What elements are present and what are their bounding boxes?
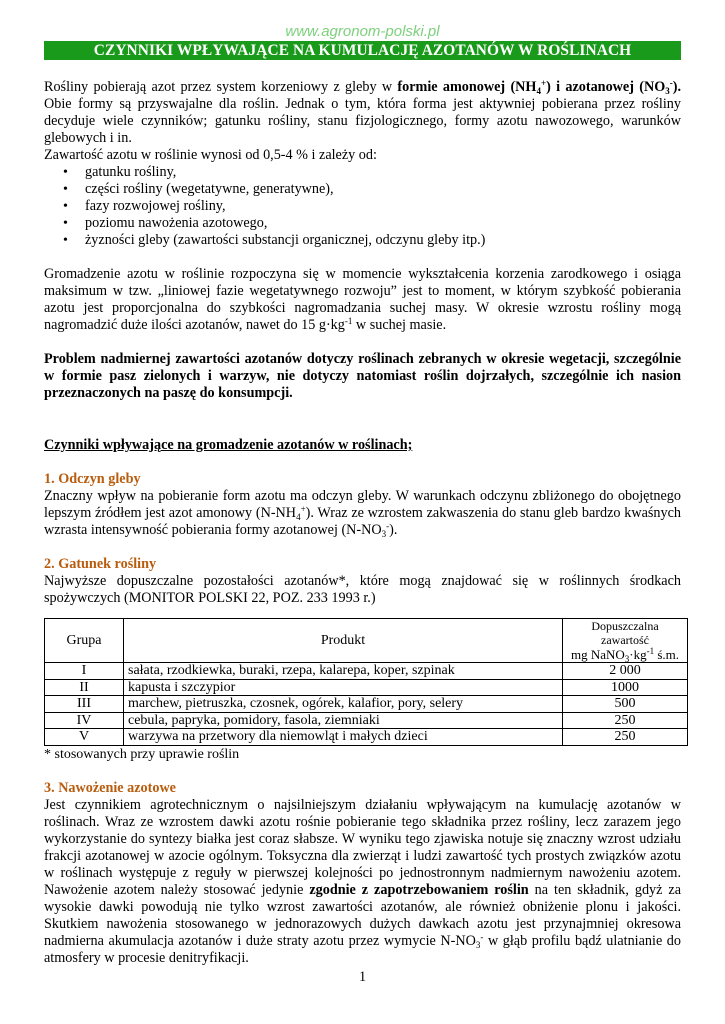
table-header-row — [45, 619, 688, 663]
column-header-group: Grupa — [45, 619, 124, 663]
list-item: • żyzności gleby (zawartości substancji organicznej, odczynu gleby itp.) — [44, 232, 681, 249]
nitrogen-content-paragraph: Zawartość azotu w roślinie wynosi od 0,5-4 % i zależy od: — [44, 147, 377, 163]
section-1-heading: 1. Odczyn gleby — [44, 471, 141, 487]
list-item: • części rośliny (wegetatywne, generatywne), — [44, 181, 681, 198]
list-item: • gatunku rośliny, — [44, 164, 681, 181]
list-item: • fazy rozwojowej rośliny, — [44, 198, 681, 215]
problem-paragraph: Problem nadmiernej zawartości azotanów dotyczy roślinach zebranych w okresie wegetacji, szczególnie w formie pasz zielonych i warzyw, nie dotyczy natomiast roślin dojrzałych, szczególnie ich nasion przeznaczonych na paszę do konsumpcji. — [44, 351, 681, 401]
column-header-limit: Dopuszczalna zawartość mg $NaNO_3\cdot kg^{-1}$ ś.m. — [563, 619, 688, 663]
factor-list — [44, 164, 681, 249]
section-1-text: Znaczny wpływ na pobieranie form azotu ma odczyn gleby. W warunkach odczynu zbliżonego do obojętnego lepszym źródłem jest azot amonowy $(N-NH_4^+)$. Wraz ze wzrostem zakwaszenia do stanu gleb bardzo kwaśnych wzrasta intensywność pobierania formy azotanowej $(N-NO_3^-)$. — [44, 488, 681, 539]
watermark: www.agronom-polski.pl — [285, 23, 440, 40]
page-title: CZYNNIKI WPŁYWAJĄCE NA KUMULACJĘ AZOTANÓW W ROŚLINACH — [44, 41, 681, 60]
section-3-text: Jest czynnikiem agrotechnicznym o najsilniejszym działaniu wpływającym na kumulację azotanów w roślinach. Wraz ze wzrostem dawki azotu rośnie pobieranie tego składnika przez rośliny, lecz zarazem jego wykorzystanie do syntezy białka jest coraz słabsze. W wyniku tego zjawiska notuje się znaczny wzrost udziału frakcji azotanowej w azocie ogólnym. Toksyczna dla zwierząt i ludzi zawartość tych prostych związków azotu w roślinach występuje z reguły w pierwszej kolejności po jednostronnym nadmiernym nawożeniu azotem. Nawożenie azotem należy stosować jedynie zgodnie z zapotrzebowaniem roślin na ten składnik, gdyż za wysokie dawki powodują nie tylko wzrost zawartości azotanów, ale również obniżenie plonu i jakości. Skutkiem nawożenia stosowanego w jednorazowych dużych dawkach azotu jest przynajmniej okresowa nadmierna akumulacja azotanów i duże straty azotu przez wymycie $N-NO_3^-$ w głąb profilu bądź ulatnianie do atmosfery w procesie denitryfikacji. — [44, 796, 681, 966]
column-header-product: Produkt — [124, 619, 563, 663]
nitrate-limits-table — [44, 618, 688, 746]
factors-heading: Czynniki wpływające na gromadzenie azotanów w roślinach; — [44, 437, 413, 453]
intro-paragraph: Rośliny pobierają azot przez system korzeniowy z gleby w formie amonowej $(NH_4^+)$ i azotanowej $(NO_3^-)$. Obie formy są przyswajalne dla roślin. Jednak o tym, która forma jest aktywniej pobierana przez rośliny decyduje wiele czynników; gatunku rośliny, stanu fizjologicznego, formy azotu nawozowego, warunków glebowych i in. — [44, 78, 682, 146]
section-2-text: Najwyższe dopuszczalne pozostałości azotanów*, które mogą znajdować się w roślinnych środkach spożywczych (MONITOR POLSKI 22, POZ. 233 1993 r.) — [44, 573, 681, 606]
table-row: V warzywa na przetwory dla niemowląt i małych dzieci 250 — [45, 729, 688, 746]
table-row: II kapusta i szczypior 1000 — [45, 679, 688, 696]
document-page — [44, 24, 681, 986]
section-2-heading: 2. Gatunek rośliny — [44, 556, 157, 572]
table-row: I sałata, rzodkiewka, buraki, rzepa, kalarepa, koper, szpinak 2 000 — [45, 663, 688, 680]
table-footnote: * stosowanych przy uprawie roślin — [44, 746, 240, 762]
page-number: 1 — [358, 968, 367, 985]
accumulation-paragraph: Gromadzenie azotu w roślinie rozpoczyna się w momencie wykształcenia korzenia zarodkowego i osiąga maksimum w tzw. „liniowej fazie wegetatywnego rozwoju” jest to moment, w którym szybkość pobierania azotu jest proporcjonalna do szybkości nagromadzania suchej masy. W okresie wzrostu rośliny mogą nagromadzić duże ilości azotanów, nawet do 15 $g\cdot kg^{-1}$ w suchej masie. — [44, 266, 681, 333]
list-item: • poziomu nawożenia azotowego, — [44, 215, 681, 232]
section-3-heading: 3. Nawożenie azotowe — [44, 779, 176, 796]
table-row: III marchew, pietruszka, czosnek, ogórek, kalafior, pory, selery 500 — [45, 696, 688, 713]
table-row: IV cebula, papryka, pomidory, fasola, ziemniaki 250 — [45, 712, 688, 729]
